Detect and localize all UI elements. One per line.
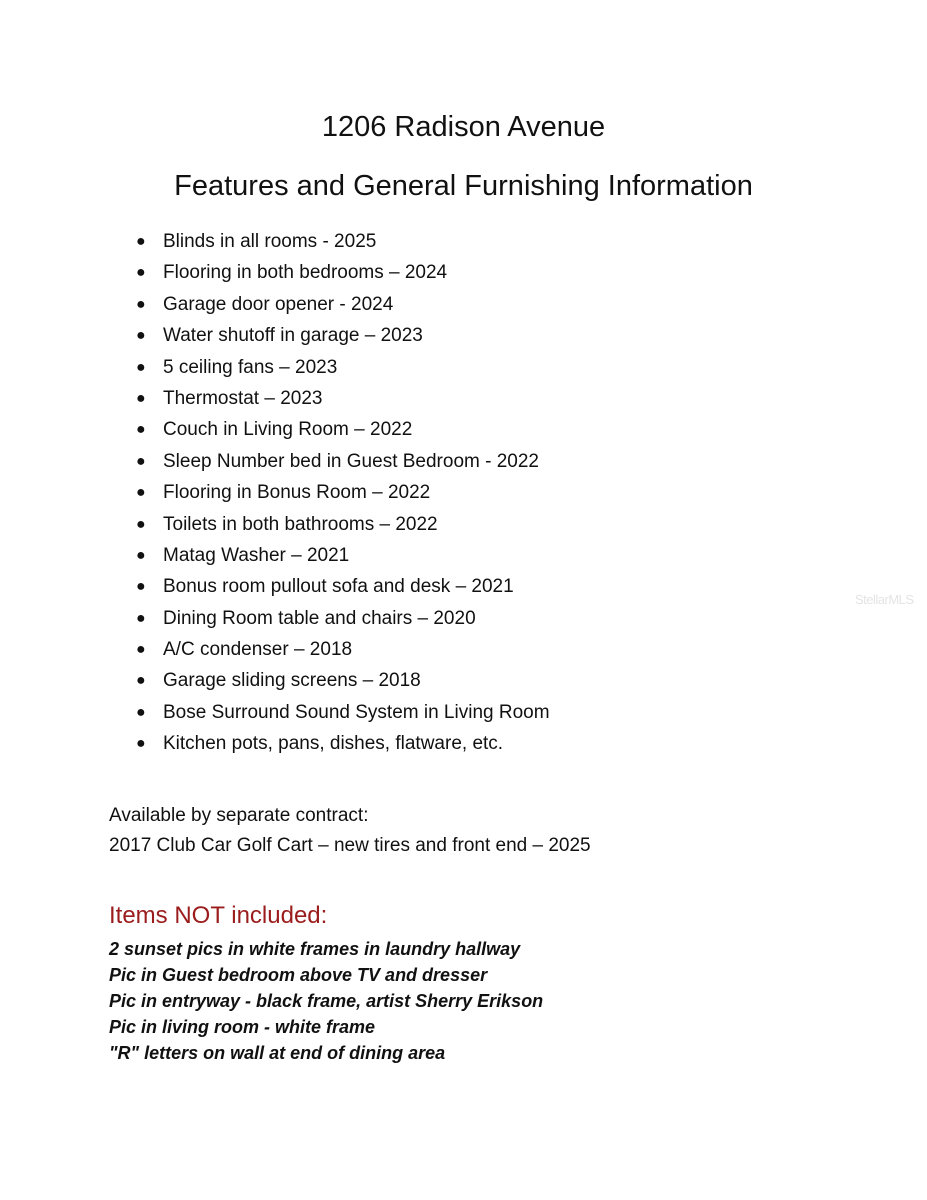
list-item: ● Sleep Number bed in Guest Bedroom - 2022 — [163, 446, 550, 477]
separate-contract-label: Available by separate contract: — [109, 805, 369, 826]
bullet-icon: ● — [136, 233, 146, 250]
bullet-icon: ● — [136, 703, 146, 721]
list-item: ● Flooring in Bonus Room – 2022 — [163, 477, 550, 508]
watermark: StellarMLS — [855, 592, 914, 607]
list-item: Pic in entryway - black frame, artist Sherry Erikson — [109, 991, 544, 1011]
address-title: 1206 Radison Avenue — [321, 111, 606, 143]
bullet-icon: ● — [136, 609, 146, 627]
list-item: ● Dining Room table and chairs – 2020 — [163, 603, 550, 634]
list-item: 2 sunset pics in white frames in laundry hallway — [109, 939, 521, 959]
bullet-icon: ● — [136, 641, 146, 659]
bullet-icon: ● — [136, 421, 146, 439]
not-included-heading: Items NOT included: — [109, 902, 328, 929]
bullet-icon: ● — [136, 295, 146, 313]
separate-contract-section — [109, 801, 591, 861]
list-item: ● Thermostat – 2023 — [163, 383, 550, 414]
bullet-icon: ● — [136, 735, 146, 753]
list-item: Pic in Guest bedroom above TV and dresser — [109, 965, 488, 985]
bullet-icon: ● — [136, 452, 146, 470]
list-item: Pic in living room - white frame — [109, 1017, 376, 1037]
bullet-icon: ● — [136, 484, 146, 502]
not-included-list — [109, 936, 543, 1066]
list-item: ● Garage door opener - 2024 — [163, 289, 550, 320]
separate-contract-item: 2017 Club Car Golf Cart – new tires and front end – 2025 — [109, 835, 591, 856]
bullet-icon: ● — [136, 389, 146, 407]
list-item: ● A/C condenser – 2018 — [163, 634, 550, 665]
features-subtitle: Features and General Furnishing Information — [174, 170, 753, 202]
bullet-icon: ● — [136, 515, 146, 533]
list-item: ● 5 ceiling fans – 2023 — [163, 352, 550, 383]
bullet-icon: ● — [136, 327, 146, 345]
bullet-icon: ● — [136, 546, 146, 564]
list-item: ● Flooring in both bedrooms – 2024 — [163, 257, 550, 288]
features-list — [136, 226, 550, 760]
list-item: ● Kitchen pots, pans, dishes, flatware, etc. — [163, 728, 550, 759]
list-item: ● Garage sliding screens – 2018 — [163, 665, 550, 696]
list-item: ● Bose Surround Sound System in Living Room — [163, 697, 550, 728]
list-item: ● Water shutoff in garage – 2023 — [163, 320, 550, 351]
bullet-icon: ● — [136, 672, 146, 690]
bullet-icon: ● — [136, 264, 146, 282]
list-item: ● Couch in Living Room – 2022 — [163, 414, 550, 445]
list-item: ● Bonus room pullout sofa and desk – 2021 — [163, 571, 550, 602]
bullet-icon: ● — [136, 358, 146, 376]
list-item: ● Blinds in all rooms - 2025 — [163, 226, 550, 257]
bullet-icon: ● — [136, 578, 146, 596]
list-item: "R" letters on wall at end of dining area — [109, 1043, 446, 1063]
list-item: ● Toilets in both bathrooms – 2022 — [163, 509, 550, 540]
list-item: ● Matag Washer – 2021 — [163, 540, 550, 571]
